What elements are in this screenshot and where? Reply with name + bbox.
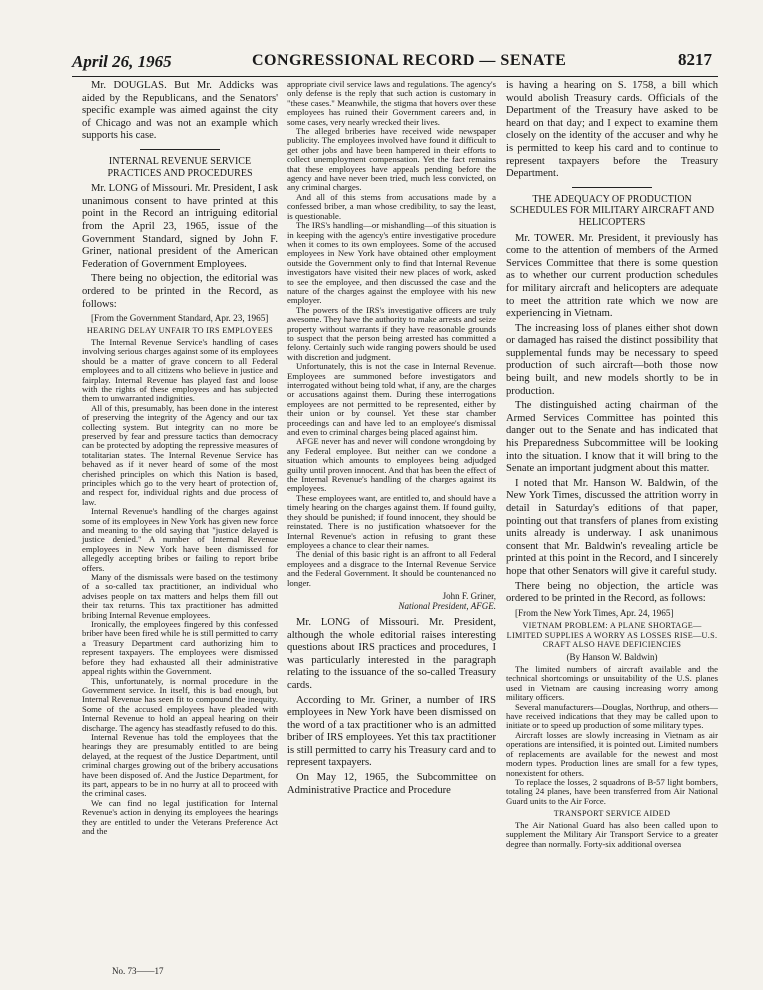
footer-number: No. 73——17	[112, 966, 164, 976]
paragraph: Mr. DOUGLAS. But Mr. Addicks was aided by the Republicans, and the Senators' specific example was aimed against the city of Chicago and was not an example which supports his case.	[82, 80, 278, 142]
header-rule	[72, 76, 718, 77]
source-citation: [From the Government Standard, Apr. 23, 1965]	[91, 313, 269, 324]
paragraph: Mr. LONG of Missouri. Mr. President, I ask unanimous consent to have printed at this point in the Record an intriguing editorial from the April 23, 1965, issue of the Government Standard, signed by John F. Griner, national president of the American Federation of Government Employees.	[82, 183, 278, 270]
source-citation: [From the New York Times, Apr. 24, 1965]	[515, 607, 674, 618]
paragraph: And all of this stems from accusations made by a confessed briber, a man whose credibility, to say the least, is questionable.	[287, 191, 496, 221]
paragraph: Ironically, the employees fingered by this confessed briber have been fired while he is still permitted to carry a Treasury Department card authorizing him to represent taxpayers. The employees were dismissed before they had exhausted all their administrative appeal rights within the Government.	[82, 619, 278, 677]
signature-title: National President, AFGE.	[398, 600, 496, 611]
paragraph: The powers of the IRS's investigative officers are truly awesome. They have the authority to make arrests and seize property without warrants if they have reasonable grounds to suspect that the person being arrested has committed a felony. Certainly such wide ranging powers should be used with discretion and judgment.	[287, 304, 496, 362]
page-header	[72, 50, 712, 78]
section-heading: THE ADEQUACY OF PRODUCTION SCHEDULES FOR MILITARY AIRCRAFT AND HELICOPTERS	[509, 193, 715, 228]
paragraph: Several manufacturers—Douglas, Northrup, and others—have received indications that they may be called upon to initiate or to speed up production of some military types.	[506, 701, 718, 731]
header-title: CONGRESSIONAL RECORD — SENATE	[252, 52, 567, 69]
paragraph: Aircraft losses are slowly increasing in Vietnam as air operations are intensified, it is pointed out. Limited numbers of replacements are available for the newest and most modern types. Production lines are small for a few types, nonexistent for others.	[506, 729, 718, 778]
section-heading: INTERNAL REVENUE SERVICE PRACTICES AND PROCEDURES	[107, 155, 253, 179]
paragraph: AFGE never has and never will condone wrongdoing by any Federal employee. But neither can we condone a situation which amounts to employees being adjudged guilty until proven innocent. And that has been the effect of the Internal Revenue's handling of the charges against its employees.	[287, 436, 496, 494]
paragraph: There being no objection, the article was ordered to be printed in the Record, as follows:	[506, 580, 718, 605]
section-divider	[572, 187, 652, 188]
paragraph: The Air National Guard has also been called upon to supplement the Military Air Transport Service to a greater degree than normally. Forty-six additional oversea	[506, 819, 718, 849]
paragraph: The alleged briberies have received wide newspaper publicity. The employees involved have found it difficult to get other jobs and have been hampered in their efforts to collect unemployment compensation. Yet the fact remains that these employees have appeals pending before the agency and have never been tried, much less convicted, on any criminal charges.	[287, 126, 496, 193]
byline: (By Hanson W. Baldwin)	[566, 651, 658, 662]
article-subheading: TRANSPORT SERVICE AIDED	[553, 809, 671, 819]
header-page-number: 8217	[678, 50, 712, 69]
paragraph: I noted that Mr. Hanson W. Baldwin, of the New York Times, discussed the attrition worry in detail in Saturday's editions of that paper, pointing out that transfers of planes from existing units already is underway. I ask unanimous consent that Mr. Baldwin's revealing article be printed at this point in the Record, and I sincerely hope that other Senators will give it careful study.	[506, 477, 718, 577]
section-divider	[140, 149, 220, 150]
article-subheading: HEARING DELAY UNFAIR TO IRS EMPLOYEES	[86, 326, 274, 336]
paragraph: The distinguished acting chairman of the Armed Services Committee has pointed this danger out to the Senate and has indicated that his Preparedness Subcommittee will be looking into the situation. I know that it will bring to the Senate an important judgment about this matter.	[506, 400, 718, 475]
column-3	[506, 80, 718, 849]
paragraph: These employees want, are entitled to, and should have a timely hearing on the charges against them. If found guilty, they should be punished; if found innocent, they should be reinstated. There is no justification whatsoever for the Internal Revenue's action in refusing to grant these employees a chance to clear their names.	[287, 492, 496, 550]
paragraph: The Internal Revenue Service's handling of cases involving serious charges against some of its employees should be a matter of grave concern to all Federal employees and to all citizens who believe in justice and fairplay. Internal Revenue has played fast and loose with the rights of these employees and has subjected them to unwarranted indignities.	[82, 336, 278, 404]
signature-name: John F. Griner,	[442, 590, 496, 601]
header-date: April 26, 1965	[72, 52, 172, 71]
paragraph: Internal Revenue's handling of the charges against some of its employees in New York has given new force and meaning to the old saying that "justice delayed is justice denied." A number of Internal Revenue employees in New York have been dismissed for allegedly accepting bribes or failing to report bribe offers.	[82, 506, 278, 573]
paragraph: Internal Revenue has told the employees that the hearings they are presumably entitled to are being delayed, at the request of the Justice Department, until criminal charges growing out of the bribery accusations have been disposed of. And the Justice Department, for its part, appears to be in no hurry at all to proceed with the criminal cases.	[82, 731, 278, 799]
paragraph: The limited numbers of aircraft available and the technical shortcomings or unsuitability of the U.S. planes used in Vietnam are causing increasing worry among military officers.	[506, 664, 718, 703]
article-subheading: VIETNAM PROBLEM: A PLANE SHORTAGE—LIMITED SUPPLIES A WORRY AS LOSSES RISE—U.S. CRAFT ALSO HAVE DEFICIENCIES	[506, 620, 718, 650]
paragraph: Mr. TOWER. Mr. President, it previously has come to the attention of members of the Armed Services Committee that there is some question as to whether our current production schedules for military aircraft and helicopters are adequate to meet the attrition rate which we now are experiencing in Vietnam.	[506, 232, 718, 320]
paragraph: Many of the dismissals were based on the testimony of a so-called tax practitioner, an individual who advises people on tax matters and helps them fill out their tax returns. This tax practitioner has admitted bribing Internal Revenue employees.	[82, 572, 278, 620]
paragraph: This, unfortunately, is normal procedure in the Government service. In itself, this is bad enough, but Internal Revenue has seen fit to compound the inequity. Some of the accused employees have pleaded with Internal Revenue to hold an appeal hearing on their discharge. The agency has steadfastly refused to do this.	[82, 675, 278, 733]
paragraph: On May 12, 1965, the Subcommittee on Administrative Practice and Procedure	[287, 772, 496, 796]
paragraph: Unfortunately, this is not the case in Internal Revenue. Employees are summoned before investigators and interrogated without being told what, if any, are the charges or accusations against them. During these interrogations employees are not permitted to be represented, either by their union or by counsel. Yet these star chamber proceedings can and have led to an employee's dismissal and even to criminal charges being placed against him.	[287, 361, 496, 438]
column-2	[287, 80, 496, 799]
paragraph: is having a hearing on S. 1758, a bill which would abolish Treasury cards. Officials of the Department of the Treasury have asked to be heard on that day; and I expect to examine them closely on the identity of the accuser and why he is permitted to keep his card and to continue to represent taxpayers before the Treasury Department.	[506, 80, 718, 180]
paragraph: To replace the losses, 2 squadrons of B-57 light bombers, totaling 24 planes, have been transferred from Air National Guard units to the Air Force.	[506, 776, 718, 806]
paragraph: Mr. LONG of Missouri. Mr. President, although the whole editorial raises interesting questions about IRS practices and procedures, I was particularly interested in the paragraph relating to the issuance of the so-called Treasury cards.	[287, 616, 496, 691]
column-1	[82, 80, 278, 836]
paragraph: All of this, presumably, has been done in the interest of preserving the integrity of the Agency and our tax collecting system. But integrity can no more be preserved by fear and pressure tactics than democracy can be protected by adopting the repressive measures of totalitarian states. The Internal Revenue Service has behaved as if it never heard of some of the most cherished principles on which this Nation is based, principles which go to the very heart of protection of, and respect for, individual rights and due process of law.	[82, 402, 278, 507]
paragraph: There being no objection, the editorial was ordered to be printed in the Record, as follows:	[82, 273, 278, 310]
paragraph: According to Mr. Griner, a number of IRS employees in New York have been dismissed on the word of a tax practitioner who is an admitted briber of IRS employees. Yet this tax practitioner is still permitted to carry his Treasury card and to represent taxpayers.	[287, 694, 496, 769]
paragraph: We can find no legal justification for Internal Revenue's action in denying its employees the hearings they are entitled to under the Veterans Preference Act and the	[82, 797, 278, 837]
paragraph: appropriate civil service laws and regulations. The agency's only defense is the reply that such action is customary in "these cases." Meanwhile, the stigma that hovers over these employees has ruined their Government careers and, in some cases, very nearly wrecked their lives.	[287, 79, 496, 127]
paragraph: The denial of this basic right is an affront to all Federal employees and a disgrace to the Internal Revenue Service and the Federal Government. It should be countenanced no longer.	[287, 549, 496, 588]
paragraph: The IRS's handling—or mishandling—of this situation is in keeping with the agency's entire investigative procedure when it comes to its own employees. Some of the accused employees in New York have obtained other employment outside the Government only to find that Internal Revenue investigators have visited their new places of work, asked to see the employee, and then discussed the case and the nature of the charges against the employee with his new employer.	[287, 220, 496, 306]
paragraph: The increasing loss of planes either shot down or damaged has raised the distinct possibility that supplemental funds may be necessary to speed production of such aircraft—both those now being built, and new models shortly to be in production.	[506, 322, 718, 397]
